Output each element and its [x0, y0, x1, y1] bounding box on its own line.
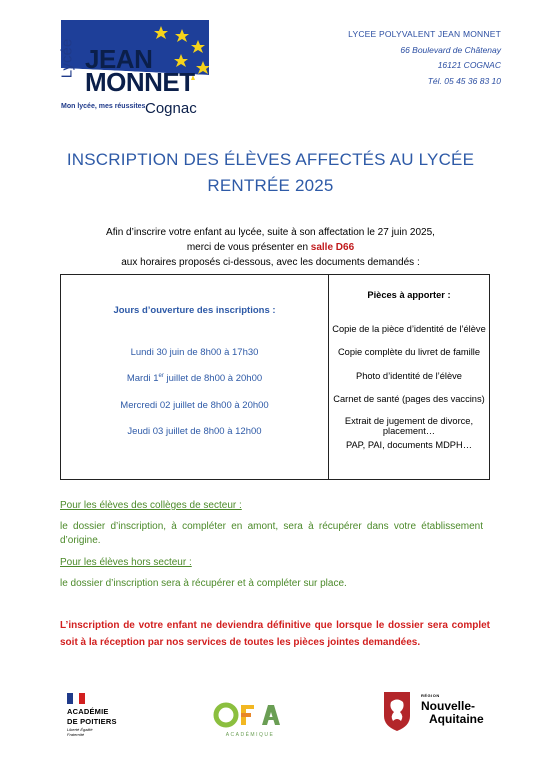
document-item: Photo d’identité de l’élève — [356, 371, 462, 381]
logo-name-line2: MONNET — [85, 67, 195, 97]
lion-shield-icon — [382, 690, 412, 732]
info-table — [60, 274, 490, 480]
document-item: Copie de la pièce d’identité de l’élève — [332, 324, 486, 334]
room-number: salle D66 — [310, 242, 355, 253]
notice-text: L’inscription de votre enfant ne deviendra définitive que lorsque le dossier sera complet soit à la réception par nos services de toutes les pièces jointes demandées. — [60, 620, 490, 648]
french-flag-icon — [67, 693, 85, 704]
school-logo — [55, 20, 205, 122]
logo-lycee-text: Lycée — [58, 38, 76, 79]
document-item: Carnet de santé (pages des vaccins) — [333, 394, 485, 404]
school-postcode: 16121 COGNAC — [437, 60, 501, 70]
logo-name-line1: JEAN — [85, 44, 153, 74]
ofa-logo — [210, 698, 290, 738]
intro-line3: aux horaires proposés ci-dessous, avec les documents demandés : — [121, 257, 420, 268]
schedule-column — [61, 275, 328, 479]
ofa-letters-icon — [210, 698, 290, 732]
schedule-heading: Jours d’ouverture des inscriptions : — [113, 305, 276, 316]
outside-text: le dossier d’inscription sera à récupérer et à compléter sur place. — [60, 578, 347, 589]
logo-city: Cognac — [145, 100, 197, 117]
region-logo — [382, 690, 492, 740]
schedule-day: Mercredi 02 juillet de 8h00 à 20h00 — [120, 400, 269, 411]
page-title-line2: RENTRÉE 2025 — [207, 176, 334, 195]
schedule-day-rest: juillet de 8h00 à 20h00 — [163, 373, 263, 385]
region-name-line1: Nouvelle- — [421, 699, 476, 713]
document-item: Extrait de jugement de divorce, placement… — [344, 416, 474, 436]
schedule-day-sup: er — [158, 373, 164, 379]
academie-line2: DE POITIERS — [67, 717, 117, 726]
schedule-day: Lundi 30 juin de 8h00 à 17h30 — [130, 347, 259, 358]
schedule-day — [61, 373, 328, 384]
intro-line1: Afin d’inscrire votre enfant au lycée, suite à son affectation le 27 juin 2025, — [106, 227, 435, 238]
schedule-day-text: Mardi 1 — [126, 373, 159, 385]
ofa-label: ACADÉMIQUE — [225, 732, 275, 738]
document-item: PAP, PAI, documents MDPH… — [345, 440, 473, 450]
outside-heading: Pour les élèves hors secteur : — [60, 557, 192, 568]
region-label: RÉGION — [421, 693, 440, 698]
schedule-day: Jeudi 03 juillet de 8h00 à 12h00 — [127, 426, 262, 437]
school-address — [348, 27, 501, 89]
school-street: 66 Boulevard de Châtenay — [400, 44, 501, 55]
school-name: LYCEE POLYVALENT JEAN MONNET — [348, 29, 501, 39]
documents-heading: Pièces à apporter : — [367, 290, 451, 300]
page-title-line1: INSCRIPTION DES ÉLÈVES AFFECTÉS AU LYCÉE — [66, 150, 475, 169]
intro-paragraph — [0, 225, 541, 270]
documents-column — [329, 275, 489, 479]
region-name-line2: Aquitaine — [429, 712, 484, 726]
intro-line2 — [0, 240, 541, 255]
sector-heading: Pour les élèves des collèges de secteur : — [60, 500, 242, 511]
academie-line1: ACADÉMIE — [67, 707, 109, 716]
academie-logo — [67, 691, 137, 741]
intro-line2-text: merci de vous présenter en — [186, 242, 311, 253]
academie-motto: Liberté Égalité Fraternité — [67, 727, 93, 737]
school-phone: Tél. 05 45 36 83 10 — [427, 75, 501, 86]
document-item: Copie complète du livret de famille — [337, 347, 481, 357]
sector-text: le dossier d’inscription, à compléter en amont, sera à récupérer dans votre établissement d’origine. — [60, 521, 483, 546]
logo-tagline: Mon lycée, mes réussites — [61, 103, 146, 110]
